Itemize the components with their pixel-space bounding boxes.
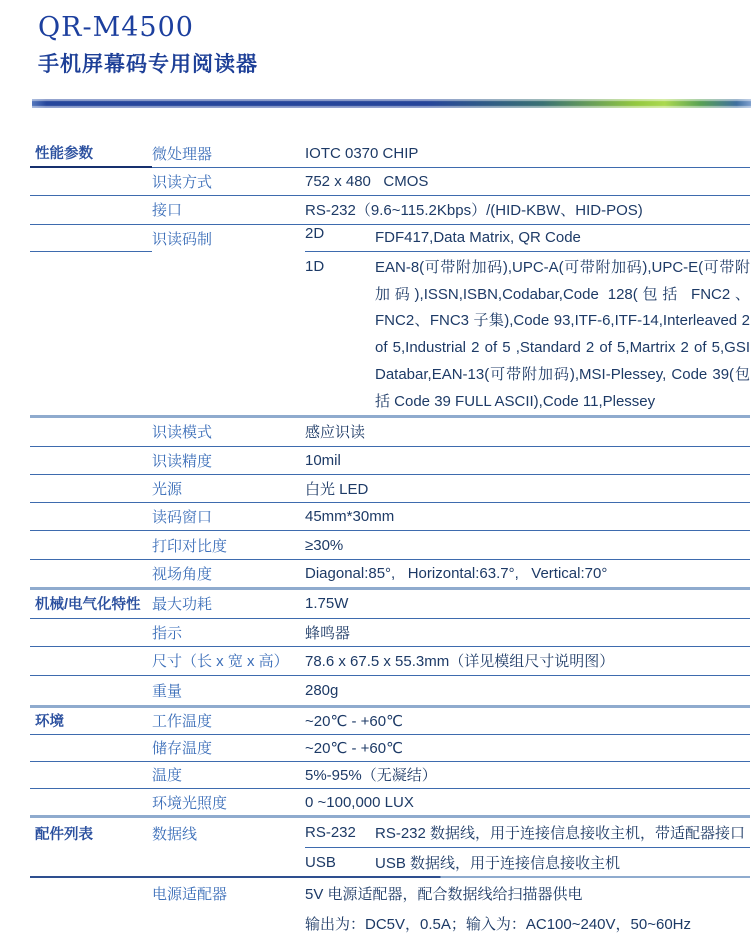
label-cell: 重量 — [152, 682, 183, 700]
table-row — [30, 252, 755, 415]
label-cell: 读码窗口 — [152, 509, 213, 527]
label-cell: 打印对比度 — [152, 537, 228, 555]
value-cell: 1.75W — [305, 595, 349, 613]
value-cell — [305, 818, 750, 848]
value-cell: 输出为：DC5V，0.5A；输入为：AC100~240V，50~60Hz — [305, 915, 691, 933]
label-cell: 最大功耗 — [152, 596, 213, 614]
table-row — [30, 818, 750, 848]
table-row — [30, 619, 750, 648]
section-cell: 性能参数 — [30, 140, 152, 168]
label-cell: 电源适配器 — [152, 886, 228, 904]
label-cell: 识读模式 — [152, 424, 213, 442]
section-cell — [30, 447, 152, 474]
section-cell — [30, 789, 152, 815]
section-cell — [30, 225, 152, 253]
table-row — [30, 848, 750, 876]
value-cell: RS-232（9.6~115.2Kbps）/(HID-KBW、HID-POS) — [305, 202, 643, 220]
label-cell: 微处理器 — [152, 140, 305, 168]
value-cell: 蜂鸣器 — [305, 624, 351, 642]
cable-type-cell: USB — [305, 853, 336, 871]
section-cell — [30, 503, 152, 530]
section-cell — [30, 531, 152, 558]
section-cell — [30, 676, 152, 705]
label-cell: 温度 — [152, 767, 183, 785]
table-row — [30, 590, 750, 619]
value-cell: 45mm*30mm — [305, 508, 395, 526]
label-cell: 识读码制 — [152, 230, 213, 248]
label-cell — [152, 909, 305, 937]
label-cell — [152, 848, 305, 876]
label-cell: 识读精度 — [152, 452, 213, 470]
table-row — [30, 418, 750, 446]
value-cell: ~20℃ - +60℃ — [305, 739, 403, 757]
label-cell: 工作温度 — [152, 713, 213, 731]
value-cell: IOTC 0370 CHIP — [305, 140, 750, 168]
section-cell — [30, 878, 152, 909]
table-row — [30, 560, 750, 587]
section-cell — [30, 475, 152, 502]
table-row — [30, 789, 750, 815]
value-cell — [305, 252, 755, 415]
value-cell — [305, 848, 750, 876]
table-row — [30, 447, 750, 475]
page-title: QR-M4500 — [38, 12, 194, 43]
section-cell — [30, 647, 152, 675]
code-type-cell: 1D — [305, 258, 325, 275]
table-row — [30, 878, 750, 909]
label-cell: 视场角度 — [152, 565, 213, 583]
table-row — [30, 140, 750, 168]
label-cell: 识读方式 — [152, 173, 213, 191]
value-cell: ≥30% — [305, 536, 344, 554]
label-cell: 环境光照度 — [152, 794, 228, 812]
table-row — [30, 735, 750, 762]
table-row — [30, 909, 750, 937]
value-cell: 752 x 480 CMOS — [305, 172, 429, 190]
section-cell — [30, 848, 152, 876]
label-cell: 尺寸（长 x 宽 x 高） — [152, 653, 289, 671]
section-cell — [30, 762, 152, 788]
table-row — [30, 503, 750, 531]
value-cell: 280g — [305, 681, 339, 699]
value-cell: 10mil — [305, 451, 341, 469]
divider-bar — [32, 99, 751, 108]
spec-table — [30, 140, 755, 937]
page-subtitle: 手机屏幕码专用阅读器 — [38, 53, 258, 76]
cable-type-cell: RS-232 — [305, 824, 356, 842]
table-row — [30, 531, 750, 559]
section-cell: 机械/电气化特性 — [35, 597, 141, 614]
section-cell — [30, 619, 152, 647]
label-cell: 储存温度 — [152, 740, 213, 758]
section-cell — [30, 909, 152, 937]
section-cell — [30, 196, 152, 224]
table-row — [30, 762, 750, 789]
value-cell: ~20℃ - +60℃ — [305, 712, 403, 730]
value-cell: 78.6 x 67.5 x 55.3mm（详见模组尺寸说明图） — [305, 653, 615, 671]
value-cell: 5V 电源适配器，配合数据线给扫描器供电 — [305, 886, 583, 904]
label-cell: 数据线 — [152, 825, 198, 843]
cable-desc: USB 数据线，用于连接信息接收主机 — [375, 854, 621, 872]
section-cell: 环境 — [35, 714, 64, 731]
table-row — [30, 475, 750, 503]
section-cell — [30, 168, 152, 196]
code-type-cell: 2D — [305, 224, 325, 242]
value-cell: 0 ~100,000 LUX — [305, 793, 414, 811]
table-row — [30, 647, 750, 676]
table-row — [30, 676, 750, 705]
section-cell — [30, 560, 152, 587]
value-cell: Diagonal:85°, Horizontal:63.7°, Vertical:70° — [305, 564, 608, 582]
section-cell: 配件列表 — [35, 826, 93, 843]
table-row — [30, 225, 750, 253]
value-cell: 白光 LED — [305, 480, 369, 498]
label-cell: 光源 — [152, 480, 183, 498]
cable-desc: RS-232 数据线，用于连接信息接收主机，带适配器接口 — [375, 825, 746, 843]
section-cell — [30, 735, 152, 761]
table-row — [30, 196, 750, 225]
label-cell: 指示 — [152, 624, 183, 642]
table-row — [30, 168, 750, 197]
section-cell — [30, 418, 152, 445]
code-list: FDF417,Data Matrix, QR Code — [375, 229, 581, 247]
code-list: EAN-8(可带附加码),UPC-A(可带附加码),UPC-E(可带附加码),ISSN,ISBN,Codabar,Code 128(包括 FNC2、FNC2、FNC3 子集),Code 93,ITF-6,ITF-14,Interleaved 2 of 5,Industrial 2 of 5 ,Standard 2 of 5,Martrix 2 of 5,GSI Databar,EAN-13(可带附加码),MSI-Plessey, Code 39(包括 Code 39 FULL ASCII),Code 11,Plessey — [375, 259, 755, 410]
label-cell: 接口 — [152, 202, 183, 220]
table-row — [30, 708, 750, 735]
value-cell: 感应识读 — [305, 424, 366, 442]
value-cell: 5%-95%（无凝结） — [305, 767, 437, 785]
value-cell — [305, 225, 750, 253]
